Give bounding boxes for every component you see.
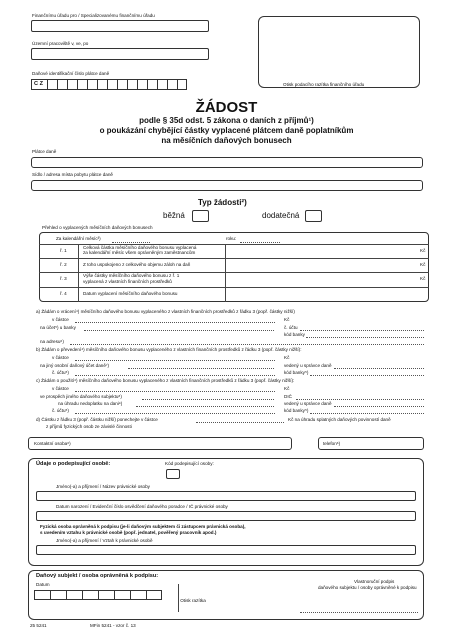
contact-phone-label: telefon⁶) (323, 441, 341, 446)
territory-field[interactable] (31, 48, 209, 60)
section-a-address: na adresu⁶) (40, 339, 64, 344)
year-field[interactable] (240, 242, 280, 243)
row-unit: Kč (420, 248, 426, 253)
payer-name-label: Plátce daně (32, 149, 57, 154)
section-c-dic-field[interactable] (296, 399, 424, 400)
stamp-box (258, 16, 420, 88)
overview-col-divider (78, 244, 79, 302)
signer-code-label: Kód podepisující osoby: (165, 461, 214, 466)
row-num: ř. 2 (60, 262, 67, 267)
request-additional-checkbox[interactable] (305, 210, 322, 222)
footer-version: MFin 5241 - vzor č. 13 (90, 623, 136, 628)
signer-rep-name-label: Jméno(-a) a příjmení / Vztah k právnické osobě (56, 538, 153, 543)
section-c-amount-unit: Kč (284, 386, 290, 391)
section-a-amount-unit: Kč (284, 317, 290, 322)
section-d-line2: z příjmů fyzických osob ze závislé činnosti (46, 424, 132, 429)
signature-label-2: daňového subjektu / osoby oprávněné k podpisu (318, 585, 417, 590)
section-a-address-field[interactable] (70, 344, 424, 345)
tax-id-prefix: C Z (34, 81, 44, 87)
section-c-bank-code: kód banky⁵) (284, 408, 309, 413)
request-type-heading: Typ žádosti²) (198, 198, 247, 207)
section-c-payment-field[interactable] (136, 406, 274, 407)
row-text: Celková částka měsíčního daňového bonusu vyplacená (83, 245, 197, 250)
row-num: ř. 4 (60, 291, 67, 296)
overview-heading: Přehled o vyplacených měsíčních daňových bonusech (42, 225, 153, 230)
tax-id-label: Daňové identifikační číslo plátce daně (32, 71, 110, 76)
request-additional-label: dodatečná (262, 211, 300, 220)
section-b-other-account: na jiný osobní daňový účet daně⁷) (40, 363, 110, 368)
row-text: Datum vyplacení měsíčního daňového bonusu (83, 291, 178, 296)
row-text: Výše částky měsíčního daňového bonusu z ř. 1 (83, 273, 180, 278)
signer-heading: Údaje o podepisující osobě: (36, 461, 111, 467)
signer-rep-name-cells[interactable] (36, 545, 416, 556)
signature-label-1: Vlastnoruční podpis (354, 579, 395, 584)
signature-heading: Daňový subjekt / osoba oprávněná k podpisu: (36, 573, 159, 579)
section-a-bank-field[interactable] (84, 330, 274, 331)
request-regular-checkbox[interactable] (192, 210, 209, 222)
section-b-account-field[interactable] (75, 375, 275, 376)
section-c-amount: v částce (52, 386, 69, 391)
row-divider (39, 287, 429, 288)
section-b-bank-code-field[interactable] (310, 375, 424, 376)
office-label: Finančnímu úřadu pro / Specializovanému finančnímu úřadu (32, 13, 155, 18)
section-d-line1-end: Kč na úhradu splatných daňových povinností daně (288, 417, 391, 422)
section-a-bank-code: kód banky (284, 332, 305, 337)
payer-address-cells[interactable] (31, 180, 423, 191)
section-d-amount-field[interactable] (196, 422, 284, 423)
section-a-account: č. účtu (284, 325, 298, 330)
section-c-account: č. účtu⁵) (52, 408, 69, 413)
section-a-intro: a) Žádám o vrácení⁴) měsíčního daňového bonusu vyplaceného z vlastních finančních prostředků z řádku 3 (popř. částky nižší) (36, 309, 295, 314)
signer-name-cells[interactable] (36, 491, 416, 502)
section-a-amount-field[interactable] (75, 322, 275, 323)
row-text: za kalendářní měsíc všem oprávněným zaměstnancům (83, 250, 196, 255)
section-b-other-account-field[interactable] (128, 368, 274, 369)
tax-id-cells[interactable] (31, 79, 187, 90)
row-text: vyplacená z vlastních finančních prostředků (83, 279, 172, 284)
signature-date-label: Datum (36, 582, 50, 587)
title-line2: o poukázání chybějící částky vyplacené plátcem daně poplatníkům (99, 126, 354, 135)
section-c-admin: vedený u správce daně (284, 401, 332, 406)
year-label: roku: (226, 236, 237, 241)
office-field[interactable] (31, 20, 209, 32)
row-divider (39, 258, 429, 259)
signature-date-cells[interactable] (34, 590, 162, 600)
footer-code: 25 5241 (30, 623, 47, 628)
contact-person-label: Kontaktní osoba⁶) (34, 441, 71, 446)
section-c-subject-field[interactable] (142, 399, 274, 400)
section-a-amount: v částce (52, 317, 69, 322)
stamp-label: Otisk podacího razítka finančního úřadu (283, 82, 365, 87)
signer-code-field[interactable] (166, 469, 180, 479)
signer-name-label: Jméno(-a) a příjmení / Název právnické osoby (56, 484, 150, 489)
section-c-account-field[interactable] (75, 413, 275, 414)
overview-col-divider (225, 244, 226, 302)
section-a-to-bank: na účet⁵) u banky (40, 325, 76, 330)
row-text: Z toho uspokojeno z celkového objemu záloh na daň (83, 262, 191, 267)
signer-rep1: Fyzická osoba oprávněná k podpisu (je-li daňovým subjektem či zástupcem právnická osoba), (40, 524, 246, 529)
month-label: Za kalendářní měsíc³) (56, 236, 101, 241)
territory-label: Územní pracoviště v, ve, po (32, 41, 89, 46)
form-title: ŽÁDOST (195, 99, 258, 116)
title-line1: podle § 35d odst. 5 zákona o daních z příjmů¹) (139, 116, 314, 125)
payer-name-cells[interactable] (31, 157, 423, 168)
section-b-amount-field[interactable] (75, 360, 275, 361)
signer-rep2: s uvedením vztahu k právnické osobě (popř. jednatel, pověřený pracovník apod.) (40, 530, 217, 535)
section-c-bank-code-field[interactable] (310, 413, 424, 414)
row-num: ř. 1 (60, 248, 67, 253)
section-b-bank-code: kód banky⁵) (284, 370, 309, 375)
section-c-for-subject: ve prospěch jiného daňového subjektu⁸) (40, 394, 122, 399)
section-c-amount-field[interactable] (75, 391, 275, 392)
title-line3: na měsíčních daňových bonusech (161, 136, 292, 145)
row-num: ř. 3 (60, 276, 67, 281)
signature-stamp-label: Otisk razítka (180, 598, 206, 603)
payer-address-label: Sídlo / adresa místa pobytu plátce daně (32, 172, 113, 177)
section-b-intro: b) Žádám o převedení⁴) měsíčního daňového bonusu vyplaceného z vlastních finančních prostředků z řádku 3 (popř. částky nižší): (36, 347, 302, 352)
section-b-admin-field[interactable] (334, 368, 424, 369)
signature-field[interactable] (300, 612, 418, 613)
month-field[interactable] (112, 242, 150, 243)
section-c-admin-field[interactable] (334, 406, 424, 407)
section-d-line1: d) Částku z řádku 3 (popř. částku nižší) ponechejte v částce (36, 417, 158, 422)
section-c-for-payment: na úhradu nedoplatku na dani⁹) (58, 401, 123, 406)
section-a-account-field[interactable] (300, 330, 424, 331)
row-unit: Kč (420, 262, 426, 267)
section-b-account: č. účtu⁵) (52, 370, 69, 375)
signer-birth-label: Datum narození / Evidenční číslo osvědčení daňového poradce / IČ právnické osoby (56, 504, 228, 509)
section-c-intro: c) Žádám o použití⁴) měsíčního daňového bonusu vyplaceného z vlastních finančních prostředků z řádku 3 (popř. částky nižší): (36, 378, 295, 383)
section-a-bank-code-field[interactable] (306, 337, 424, 338)
section-b-amount: v částce (52, 355, 69, 360)
section-b-amount-unit: Kč (284, 355, 290, 360)
signer-birth-cells[interactable] (36, 511, 416, 522)
section-b-admin: vedený u správce daně (284, 363, 332, 368)
section-c-dic: DIČ (284, 394, 292, 399)
row-unit: Kč (420, 276, 426, 281)
request-regular-label: běžná (163, 211, 185, 220)
